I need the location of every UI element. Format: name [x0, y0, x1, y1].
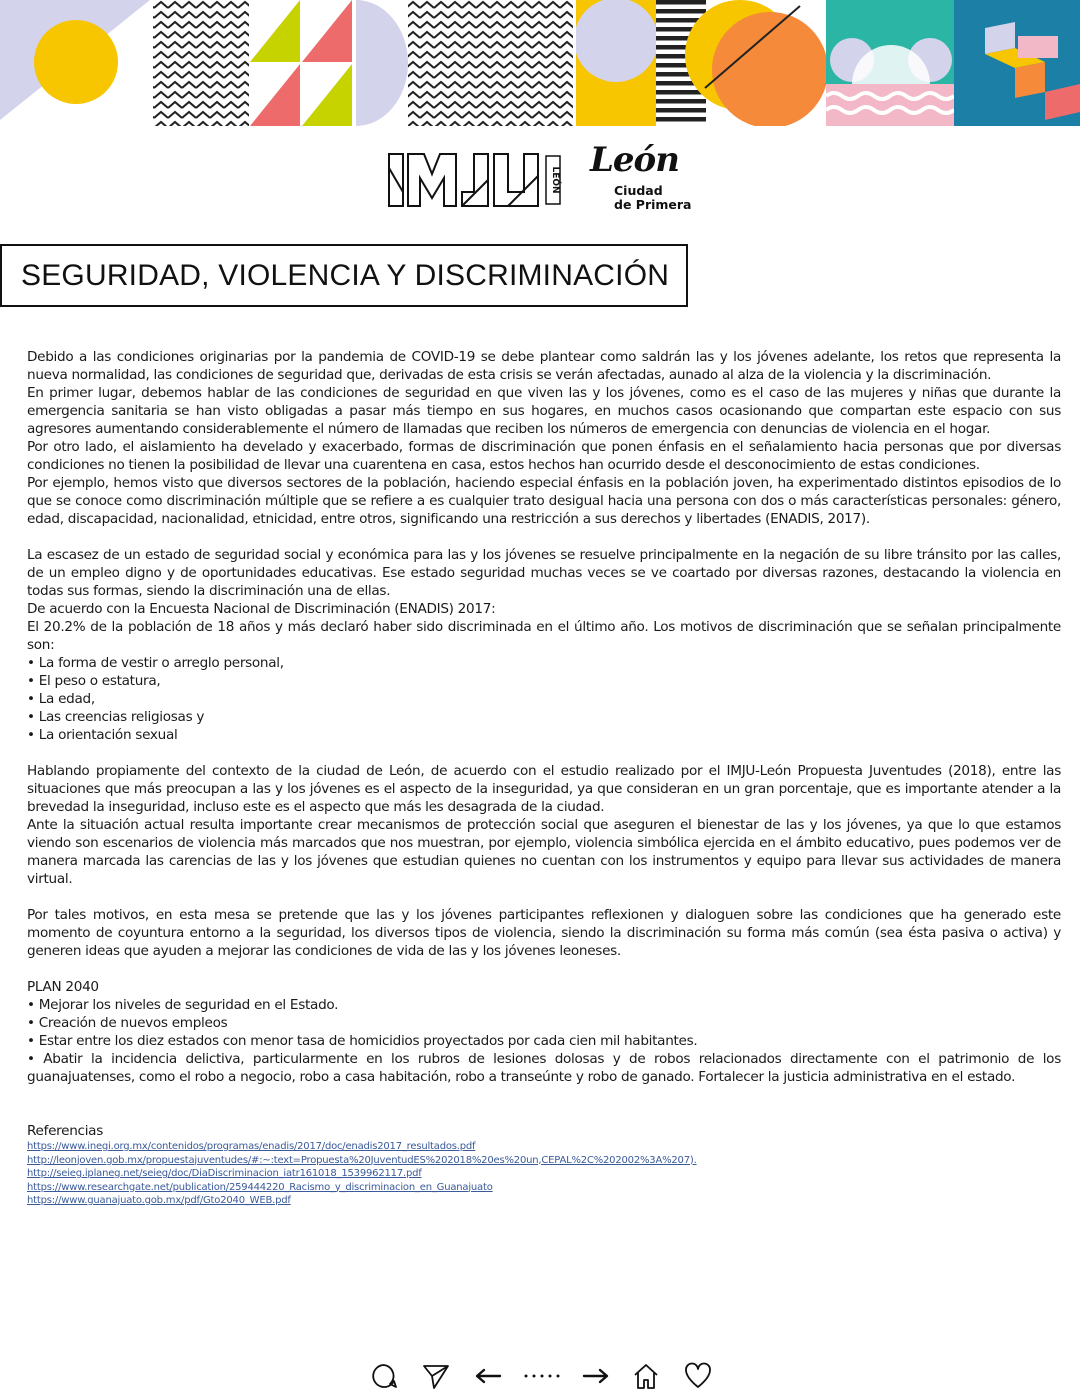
reference-link-guanajuato[interactable]: https://www.guanajuato.gob.mx/pdf/Gto2040_WEB.pdf — [27, 1195, 291, 1206]
motivos-list — [27, 654, 1061, 744]
leon-script-text: León — [590, 140, 679, 180]
title-box — [0, 244, 688, 307]
bottom-nav — [368, 1360, 714, 1392]
reference-link-leonjoven[interactable]: http://leonjoven.gob.mx/propuestajuventudes/#:~:text=Propuesta%20JuventudES%202018%20es%20un,CEPAL%2C%202002%3A%207). — [27, 1154, 697, 1166]
spacer — [27, 888, 1061, 906]
spacer — [27, 744, 1061, 762]
decorative-banner — [0, 0, 1080, 126]
paragraph-leon-context: Hablando propiamente del contexto de la ciudad de León, de acuerdo con el estudio realizado por el IMJU-León Propuesta Juventudes (2018), entre las situaciones que más preocupan a las y los jóvenes es el aspecto de la inseguridad, ya que consideran en un gran porcentaje, que es importante atender a la brevedad la inseguridad, incluso este es el aspecto que más les desagrada de la ciudad. — [27, 763, 1061, 815]
reference-link-researchgate[interactable]: https://www.researchgate.net/publication/259444220_Racismo_y_discriminacion_en_Guanajuato — [27, 1181, 493, 1193]
list-item: • La edad, — [27, 691, 95, 707]
references — [27, 1122, 1061, 1208]
logos — [388, 140, 708, 214]
spacer — [27, 960, 1061, 978]
paragraph-enadis-stat: El 20.2% de la población de 18 años y más declaró haber sido discriminada en el último año. Los motivos de discriminación que se señalan principalmente son: — [27, 619, 1061, 653]
plan-heading: PLAN 2040 — [27, 979, 99, 995]
paragraph-social-protection: Ante la situación actual resulta importante crear mecanismos de protección social que aseguren el bienestar de las y los jóvenes, ya que lo que estamos viendo son escenarios de violencia más marcados que nos muestran, por ejemplo, violencia simbólica ejercida en el ámbito educativo, pues podemos ver de manera marcada las carencias de las y los jóvenes que estudian quienes no cuentan con los instrumentos y equipo para llevar sus actividades de manera virtual. — [27, 817, 1061, 887]
home-icon[interactable] — [630, 1360, 662, 1392]
plan-list — [27, 996, 1061, 1086]
leon-logo — [590, 140, 710, 214]
paragraph-isolation: Por otro lado, el aislamiento ha develado y exacerbado, formas de discriminación que ponen énfasis en el señalamiento hacia personas que por diversas condiciones no tienen la posibilidad de llevar una cuarentena en casa, estos hechos han ocurrido desde el desconocimiento de estas condiciones. — [27, 439, 1061, 473]
imju-sub-text: LEÓN — [550, 166, 560, 194]
dots-icon — [522, 1360, 562, 1392]
list-item: • Mejorar los niveles de seguridad en el Estado. — [27, 997, 339, 1013]
paragraph-enadis-intro: De acuerdo con la Encuesta Nacional de Discriminación (ENADIS) 2017: — [27, 601, 496, 617]
arrow-right-icon[interactable] — [580, 1360, 612, 1392]
document-body — [27, 348, 1061, 1208]
spacer — [27, 1086, 1061, 1104]
leon-line-2: de Primera — [614, 197, 692, 212]
comment-icon[interactable] — [368, 1360, 400, 1392]
references-heading: Referencias — [27, 1123, 103, 1139]
list-item: • La forma de vestir o arreglo personal, — [27, 655, 284, 671]
leon-line-1: Ciudad — [614, 183, 663, 198]
paragraph-objective: Por tales motivos, en esta mesa se pretende que las y los jóvenes participantes reflexionen y dialoguen sobre las condiciones que ha generado este momento de coyuntura entorno a la seguridad, los diversos tipos de violencia, siendo la discriminación su forma más común (sea ésta pasiva o activa) y generen ideas que ayuden a mejorar las condiciones de vida de las y los jóvenes leoneses. — [27, 907, 1061, 959]
heart-icon[interactable] — [682, 1360, 714, 1392]
paragraph-security: En primer lugar, debemos hablar de las condiciones de seguridad en que viven las y los jóvenes, como es el caso de las mujeres y niñas que durante la emergencia sanitaria se han visto obligadas a pasar más tiempo en sus hogares, en muchos casos ocasionando que compartan este espacio con sus agresores aumentando considerablemente el número de llamadas que reciben los números de emergencia con denuncias de violencia en el hogar. — [27, 385, 1061, 437]
arrow-left-icon[interactable] — [472, 1360, 504, 1392]
list-item: • El peso o estatura, — [27, 673, 161, 689]
spacer — [27, 528, 1061, 546]
paragraph-multiple-discrimination: Por ejemplo, hemos visto que diversos sectores de la población, haciendo especial énfasis en la población joven, ha experimentado distintos episodios de lo que se conoce como discriminación múltiple que se refiere a es cualquier trato desigual hacia una persona con dos o más características personales: género, edad, discapacidad, nacionalidad, etnicidad, entre otros, significando una restricción a sus derechos y libertades (ENADIS, 2017). — [27, 475, 1061, 527]
paragraph-intro: Debido a las condiciones originarias por la pandemia de COVID-19 se debe plantear como saldrán las y los jóvenes adelante, los retos que representa la nueva normalidad, las condiciones de seguridad que, derivadas de esta crisis se verán afectadas, aunado al alza de la violencia y la discriminación. — [27, 349, 1061, 383]
reference-link-inegi[interactable]: https://www.inegi.org.mx/contenidos/programas/enadis/2017/doc/enadis2017_resultados.pdf — [27, 1141, 476, 1152]
banner-pattern — [0, 0, 1080, 126]
paragraph-scarcity: La escasez de un estado de seguridad social y económica para las y los jóvenes se resuelve principalmente en la negación de su libre tránsito por las calles, de un empleo digno y de oportunidades educativas. Ese estado seguridad muchas veces se ve coartado por diversas razones, destacando la violencia en todas sus formas, siendo la discriminación una de ellas. — [27, 547, 1061, 599]
page-title: SEGURIDAD, VIOLENCIA Y DISCRIMINACIÓN — [21, 258, 670, 292]
list-item: • La orientación sexual — [27, 727, 178, 743]
list-item: • Estar entre los diez estados con menor tasa de homicidios proyectados por cada cien mil habitantes. — [27, 1033, 698, 1049]
imju-logo — [388, 152, 566, 210]
list-item: • Creación de nuevos empleos — [27, 1015, 228, 1031]
list-item: • Abatir la incidencia delictiva, particularmente en los rubros de lesiones dolosas y de robos relacionados directamente con el patrimonio de los guanajuatenses, como el robo a negocio, robo a casa habitación, robo a transeúnte y robo de ganado. Fortalecer la justicia administrativa en el estado. — [27, 1051, 1061, 1085]
send-icon[interactable] — [420, 1360, 452, 1392]
reference-link-seieg[interactable]: http://seieg.iplaneg.net/seieg/doc/DiaDiscriminacion_iatr161018_1539962117.pdf — [27, 1168, 422, 1179]
list-item: • Las creencias religiosas y — [27, 709, 205, 725]
